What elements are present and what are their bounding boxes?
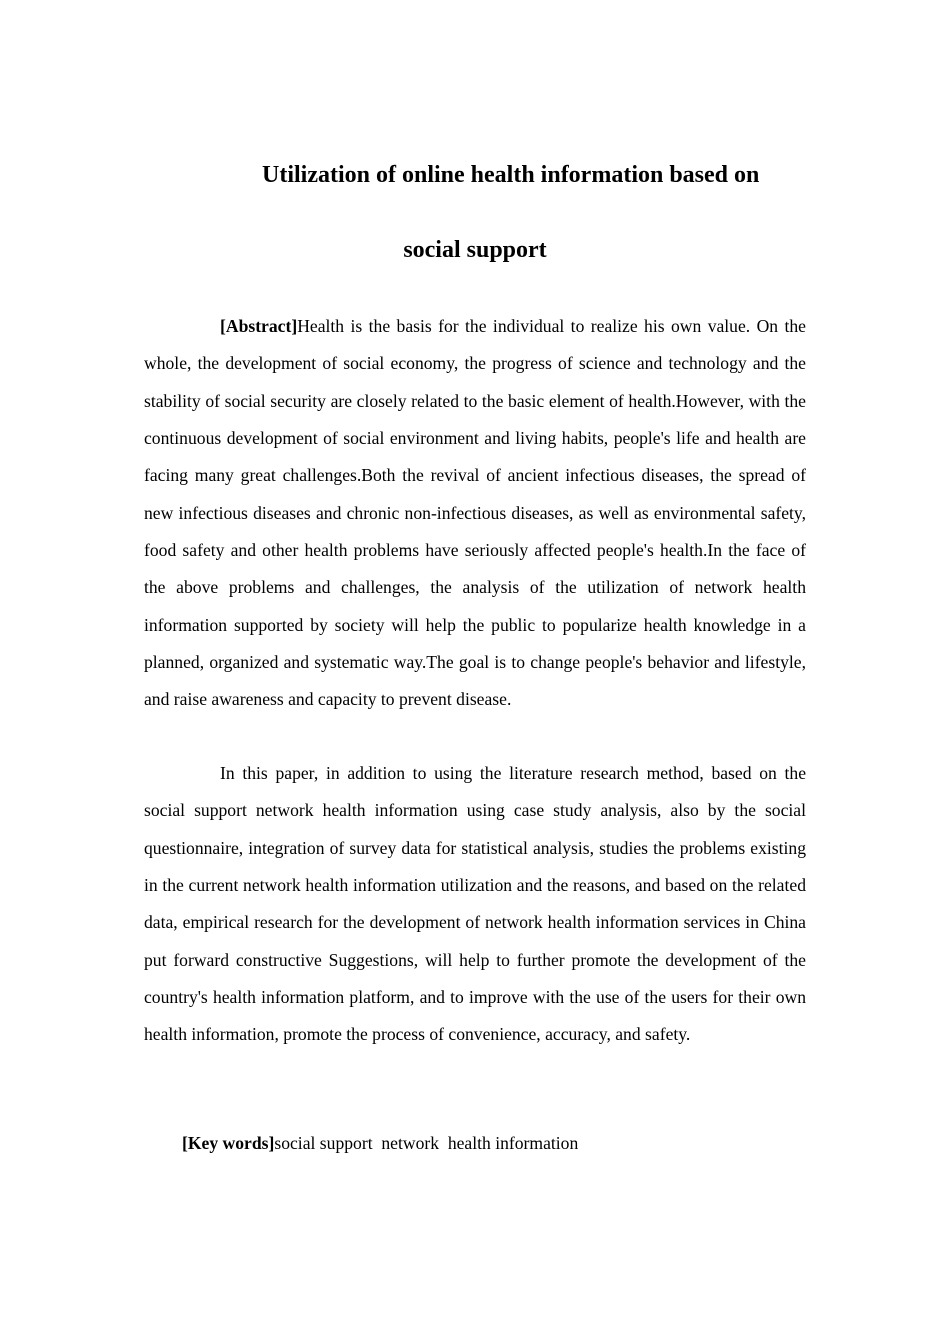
abstract-text: Health is the basis for the individual to realize his own value. On the whole, the development of social economy, the progress of science and technology and the stability of social security are closely related to the basic element of health.However, with the continuous development of social environment and living habits, people's life and health are facing many great challenges.Both the revival of ancient infectious diseases, the spread of new infectious diseases and chronic non-infectious diseases, as well as environmental safety, food safety and other health problems have seriously affected people's health.In the face of the above problems and challenges, the analysis of the utilization of network health information supported by society will help the public to popularize health knowledge in a planned, organized and systematic way.The goal is to change people's behavior and lifestyle, and raise awareness and capacity to prevent disease. xyxy=(144,316,806,710)
method-text: In this paper, in addition to using the literature research method, based on the social support network health information using case study analysis, also by the social questionnaire, integration of survey data for statistical analysis, studies the problems existing in the current network health information utilization and the reasons, and based on the related data, empirical research for the development of network health information services in China put forward constructive Suggestions, will help to further promote the development of the country's health information platform, and to improve with the use of the users for their own health information, promote the process of convenience, accuracy, and safety. xyxy=(144,763,806,1045)
abstract-label: [Abstract] xyxy=(220,316,298,336)
method-paragraph xyxy=(144,755,806,1054)
keywords-line xyxy=(182,1126,578,1160)
keywords-label: [Key words] xyxy=(182,1133,275,1153)
keywords-text: social support network health information xyxy=(274,1133,579,1153)
title-line-2: social support xyxy=(403,237,547,263)
abstract-paragraph xyxy=(144,308,806,719)
title-line-1: Utilization of online health information based on xyxy=(262,162,760,188)
